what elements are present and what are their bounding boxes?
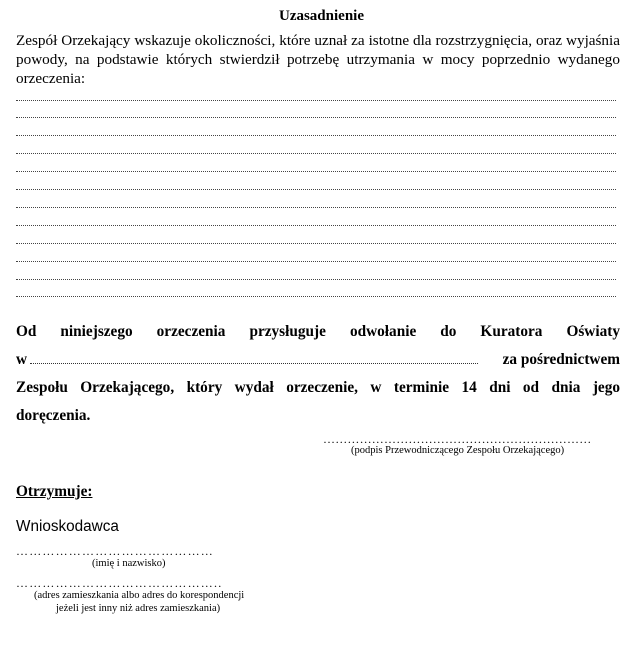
address-caption-line-1: (adres zamieszkania albo adres do korespondencji — [34, 590, 245, 601]
fill-in-line[interactable] — [16, 171, 616, 172]
fill-in-line[interactable] — [16, 296, 616, 297]
address-field[interactable]: ……………………………………….. — [16, 576, 223, 590]
signature-caption: (podpis Przewodniczącego Zespołu Orzekającego) — [351, 445, 565, 456]
appeal-line-4: doręczenia. — [16, 407, 91, 424]
fill-in-line[interactable] — [16, 243, 616, 244]
fill-in-line[interactable] — [16, 261, 616, 262]
intro-paragraph: Zespół Orzekający wskazuje okoliczności, które uznał za istotne dla rozstrzygnięcia, oraz wyjaśnia powody, na podstawie których stwierdził potrzebę utrzymania w mocy poprzednio wydanego orzeczenia: — [16, 32, 620, 87]
fill-in-line[interactable] — [16, 225, 616, 226]
appeal-line-2 — [16, 346, 620, 374]
section-title: Uzasadnienie — [278, 8, 364, 24]
appeal-line-2-end: za pośrednictwem — [502, 351, 620, 368]
signature-field[interactable]: ………………………………………………………… — [323, 432, 592, 446]
address-caption-line-2: jeżeli jest inny niż adres zamieszkania) — [56, 603, 221, 614]
receives-heading: Otrzymuje: — [16, 483, 93, 500]
applicant-label: Wnioskodawca — [16, 518, 119, 535]
appeal-line-1: Od niniejszego orzeczenia przysługuje odwołanie do Kuratora Oświaty — [16, 323, 620, 340]
fill-in-line[interactable] — [16, 207, 616, 208]
fill-in-line[interactable] — [16, 189, 616, 190]
appeal-line-3: Zespołu Orzekającego, który wydał orzeczenie, w terminie 14 dni od dnia jego — [16, 379, 620, 396]
fill-in-line[interactable] — [16, 279, 616, 280]
name-caption: (imię i nazwisko) — [92, 558, 166, 569]
appeal-notice — [16, 318, 620, 430]
fill-in-line[interactable] — [16, 153, 616, 154]
name-field[interactable]: ……………………………………… — [16, 544, 214, 558]
fill-in-line[interactable] — [16, 100, 616, 101]
kurator-location-field[interactable] — [30, 351, 478, 364]
appeal-line-2-start: w — [16, 351, 28, 368]
fill-in-line[interactable] — [16, 117, 616, 118]
fill-in-line[interactable] — [16, 135, 616, 136]
